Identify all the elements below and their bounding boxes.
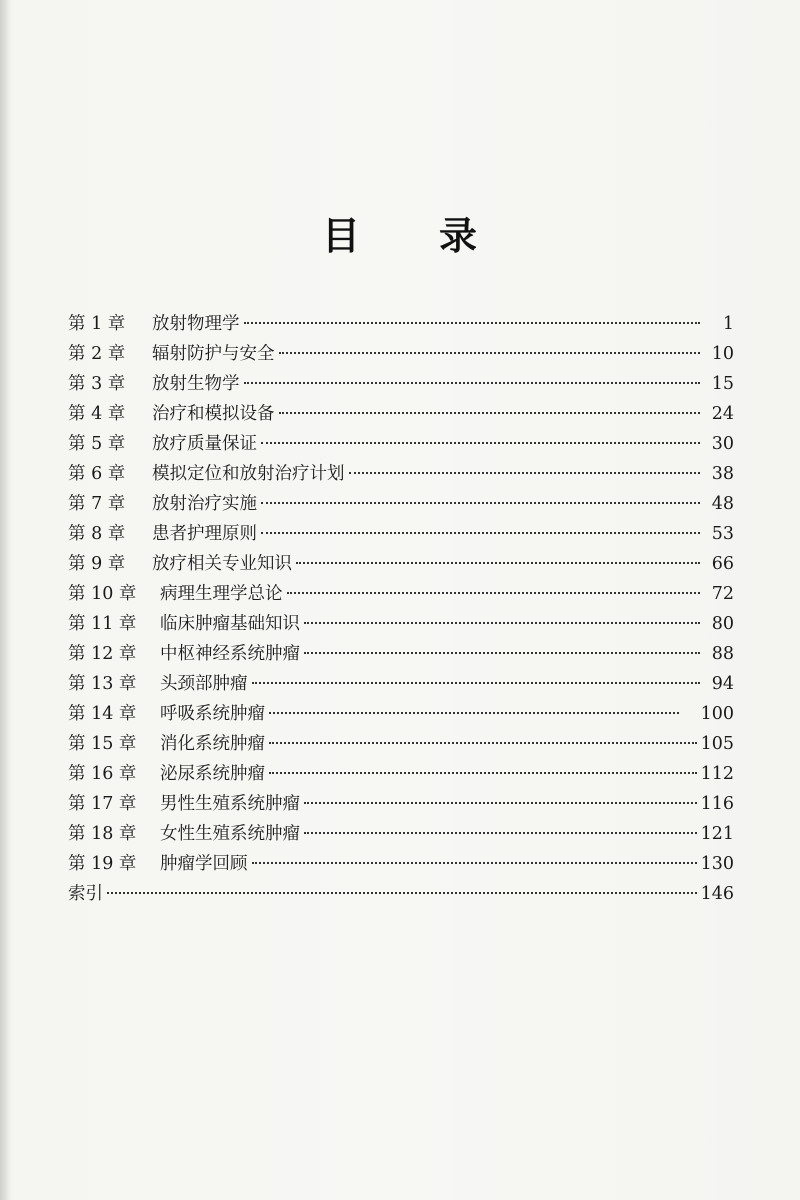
toc-dot-leader xyxy=(269,742,697,744)
toc-entry[interactable] xyxy=(68,700,734,730)
toc-page-number: 112 xyxy=(700,764,734,784)
page-title xyxy=(0,205,800,260)
toc-entry[interactable] xyxy=(68,400,734,430)
toc-chapter-number: 第 1 章 xyxy=(68,314,126,334)
toc-page-number: 10 xyxy=(711,344,734,364)
toc-chapter-number: 第 9 章 xyxy=(68,554,126,574)
toc-page-number: 94 xyxy=(711,674,734,694)
toc-page-number: 80 xyxy=(711,614,734,634)
toc-chapter-number: 第 8 章 xyxy=(68,524,126,544)
toc-entry[interactable] xyxy=(68,730,734,760)
toc-entry[interactable] xyxy=(68,670,734,700)
toc-chapter-title: 放射生物学 xyxy=(152,374,240,394)
toc-chapter-number: 第 18 章 xyxy=(68,824,137,844)
toc-chapter-title: 消化系统肿瘤 xyxy=(160,734,265,754)
toc-entry[interactable] xyxy=(68,790,734,820)
toc-dot-leader xyxy=(252,682,701,684)
toc-chapter-title: 临床肿瘤基础知识 xyxy=(160,614,300,634)
toc-chapter-number: 第 17 章 xyxy=(68,794,137,814)
toc-chapter-number: 第 15 章 xyxy=(68,734,137,754)
toc-chapter-number: 第 10 章 xyxy=(68,584,137,604)
toc-dot-leader xyxy=(349,472,701,474)
toc-entry[interactable] xyxy=(68,640,734,670)
toc-page-number: 72 xyxy=(711,584,734,604)
toc-dot-leader xyxy=(244,382,701,384)
toc-chapter-title: 泌尿系统肿瘤 xyxy=(160,764,265,784)
toc-chapter-title: 放射物理学 xyxy=(152,314,240,334)
toc-chapter-title: 肿瘤学回顾 xyxy=(160,854,248,874)
toc-chapter-title: 病理生理学总论 xyxy=(160,584,283,604)
toc-entry[interactable] xyxy=(68,490,734,520)
toc-dot-leader xyxy=(252,862,697,864)
toc-entry[interactable] xyxy=(68,520,734,550)
toc-chapter-title: 患者护理原则 xyxy=(152,524,257,544)
toc-dot-leader xyxy=(279,412,701,414)
toc-chapter-title: 放疗相关专业知识 xyxy=(152,554,292,574)
toc-page-number: 1 xyxy=(722,314,734,334)
toc-page-number: 88 xyxy=(711,644,734,664)
toc-page-number: 38 xyxy=(711,464,734,484)
toc-dot-leader xyxy=(296,562,700,564)
toc-dot-leader xyxy=(261,442,700,444)
toc-page-number: 53 xyxy=(711,524,734,544)
toc-page-number: 146 xyxy=(700,884,734,904)
toc-entry[interactable] xyxy=(68,850,734,880)
toc-chapter-number: 第 19 章 xyxy=(68,854,137,874)
toc-page-number: 116 xyxy=(700,794,734,814)
toc-entry[interactable] xyxy=(68,460,734,490)
toc-dot-leader xyxy=(261,532,700,534)
toc-entry[interactable] xyxy=(68,370,734,400)
toc-dot-leader xyxy=(304,622,700,624)
toc-chapter-number: 第 5 章 xyxy=(68,434,126,454)
toc-chapter-number: 第 4 章 xyxy=(68,404,126,424)
toc-chapter-title: 辐射防护与安全 xyxy=(152,344,275,364)
toc-dot-leader xyxy=(107,892,697,894)
toc-chapter-number: 第 14 章 xyxy=(68,704,137,724)
toc-entry[interactable] xyxy=(68,430,734,460)
toc-entry[interactable] xyxy=(68,310,734,340)
toc-chapter-number: 第 16 章 xyxy=(68,764,137,784)
page-edge-shadow xyxy=(0,0,10,1200)
toc-dot-leader xyxy=(287,592,701,594)
toc-page-number: 121 xyxy=(700,824,734,844)
toc-chapter-title: 治疗和模拟设备 xyxy=(152,404,275,424)
toc-page-number: 48 xyxy=(711,494,734,514)
toc-index-title: 索引 xyxy=(68,884,103,904)
table-of-contents xyxy=(68,310,734,910)
toc-chapter-title: 女性生殖系统肿瘤 xyxy=(160,824,300,844)
toc-chapter-number: 第 2 章 xyxy=(68,344,126,364)
toc-chapter-number: 第 12 章 xyxy=(68,644,137,664)
toc-page-number: 30 xyxy=(711,434,734,454)
toc-entry[interactable] xyxy=(68,580,734,610)
toc-dot-leader xyxy=(304,832,697,834)
toc-chapter-number: 第 7 章 xyxy=(68,494,126,514)
toc-chapter-title: 男性生殖系统肿瘤 xyxy=(160,794,300,814)
toc-chapter-title: 中枢神经系统肿瘤 xyxy=(160,644,300,664)
toc-chapter-title: 模拟定位和放射治疗计划 xyxy=(152,464,345,484)
toc-page-number: 100 xyxy=(700,704,734,724)
toc-page-number: 24 xyxy=(711,404,734,424)
toc-entry[interactable] xyxy=(68,760,734,790)
toc-chapter-number: 第 11 章 xyxy=(68,614,137,634)
toc-dot-leader xyxy=(279,352,701,354)
page-title-second-char: 录 xyxy=(439,214,479,258)
toc-page-number: 66 xyxy=(711,554,734,574)
page-title-first-char: 目 xyxy=(321,214,361,258)
toc-dot-leader xyxy=(269,712,679,714)
toc-dot-leader xyxy=(269,772,697,774)
toc-dot-leader xyxy=(261,502,700,504)
toc-chapter-number: 第 3 章 xyxy=(68,374,126,394)
toc-dot-leader xyxy=(244,322,701,324)
toc-dot-leader xyxy=(304,652,700,654)
toc-chapter-number: 第 6 章 xyxy=(68,464,126,484)
toc-chapter-number: 第 13 章 xyxy=(68,674,137,694)
toc-dot-leader xyxy=(304,802,697,804)
toc-entry[interactable] xyxy=(68,820,734,850)
toc-page-number: 15 xyxy=(711,374,734,394)
toc-chapter-title: 放疗质量保证 xyxy=(152,434,257,454)
toc-page-number: 105 xyxy=(700,734,734,754)
toc-chapter-title: 头颈部肿瘤 xyxy=(160,674,248,694)
toc-entry[interactable] xyxy=(68,610,734,640)
toc-entry[interactable] xyxy=(68,550,734,580)
toc-entry-index[interactable] xyxy=(68,880,734,910)
toc-chapter-title: 呼吸系统肿瘤 xyxy=(160,704,265,724)
toc-page-number: 130 xyxy=(700,854,734,874)
toc-chapter-title: 放射治疗实施 xyxy=(152,494,257,514)
toc-entry[interactable] xyxy=(68,340,734,370)
